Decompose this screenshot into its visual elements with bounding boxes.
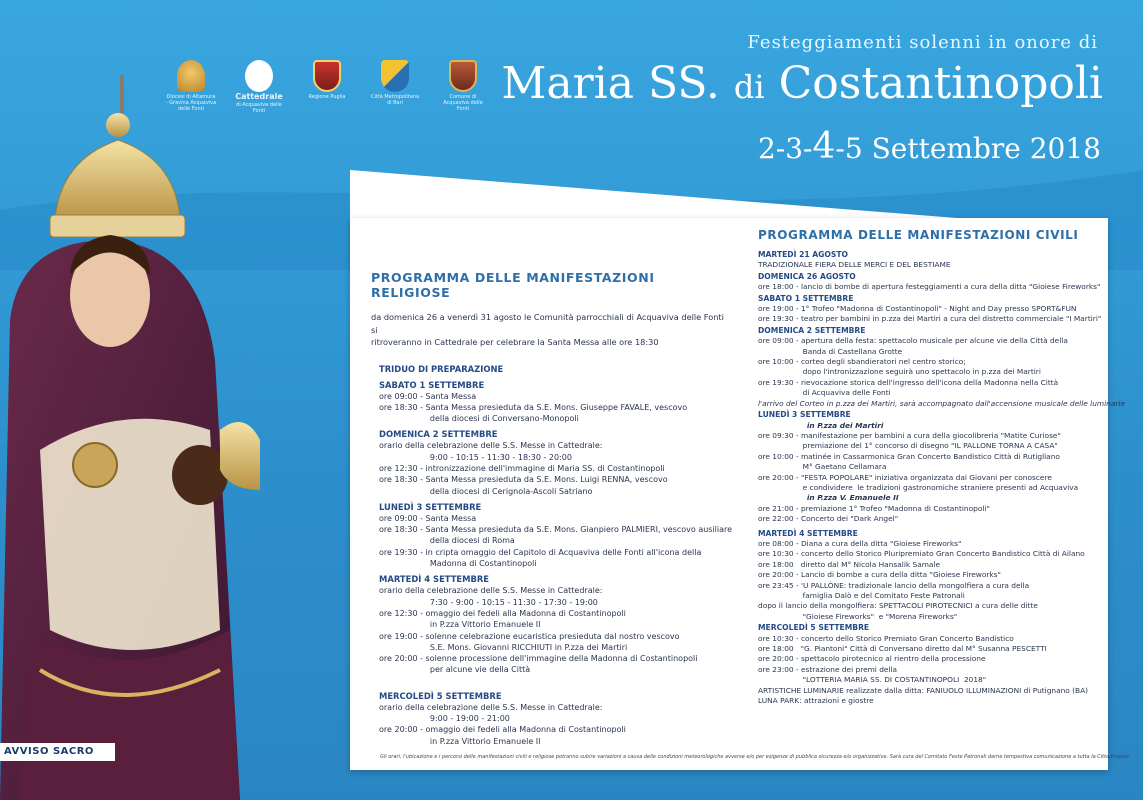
schedule-line: in P.zza dei Martiri [758,420,884,430]
logo-town [437,60,489,112]
day-heading: DOMENICA 26 AGOSTO [758,271,856,281]
logo-caption: Regione Puglia [308,94,346,100]
schedule-line: orario della celebrazione delle S.S. Messe in Cattedrale: [379,586,603,596]
main-title-di: di [733,68,765,106]
footnote: Gli orari, l'ubicazione e i percorsi delle manifestazioni civili e religiose potranno subire variazioni a causa delle condizioni meteorologiche avverse e/o per esigenze di pubblica sicurezza e/o organizzative. Sarà cura del Comitato Feste Patronali darne tempestiva comunicazione a tutta la Cittadinanza. [380,754,1131,760]
schedule-line: ore 18:30 - Santa Messa presieduta da S.E. Mons. Gianpiero PALMIERI, vescovo ausiliare [379,525,733,535]
religious-days [379,379,731,747]
region-shield-icon [313,60,341,92]
logo-caption: Comune di Acquaviva delle Fonti [443,94,483,112]
schedule-line: in P.zza Vittorio Emanuele II [379,736,541,746]
schedule-line: ore 19:30 - teatro per bambini in p.zza dei Martiri a cura del distretto commerciale "I Martiri" [758,314,1102,324]
day-heading: SABATO 1 SETTEMBRE [379,379,485,390]
schedule-line: ore 23:00 - estrazione dei premi della [758,664,898,674]
day-heading: DOMENICA 2 SETTEMBRE [758,325,866,335]
schedule-line: ore 19:30 - in cripta omaggio del Capitolo di Acquaviva delle Fonti all'icona della [379,547,702,557]
schedule-line: per alcune vie della Città [379,665,531,675]
schedule-line: in P.zza Vittorio Emanuele II [379,620,541,630]
dates-prefix: 2-3- [757,132,813,165]
schedule-line: ore 12:30 - omaggio dei fedeli alla Madonna di Costantinopoli [379,608,626,618]
schedule-line: premiazione del 1° concorso di disegno "IL PALLONE TORNA A CASA" [758,441,1058,451]
logo-subcaption: di Acquaviva delle Fonti [236,102,282,114]
schedule-line: ore 18:00 diretto dal M° Nicola Hansalik Samale [758,559,941,569]
schedule-line: ore 09:00 - apertura della festa: spettacolo musicale per alcune vie della Città della [758,336,1068,346]
schedule-line: 9:00 - 10:15 - 11:30 - 18:30 - 20:00 [379,452,572,462]
logo-caption: Diocesi di Altamura - Gravina Acquaviva delle Fonti [165,94,217,112]
schedule-line: ore 09:00 - Santa Messa [379,391,477,401]
schedule-line: ore 19:00 - 1° Trofeo "Madonna di Costantinopoli" - Night and Day presso SPORT&FUN [758,304,1077,314]
logo-metro-city [369,60,421,106]
schedule-line: ore 18:30 - Santa Messa presieduta da S.E. Mons. Luigi RENNA, vescovo [379,475,668,485]
schedule-line: in P.zza V. Emanuele II [758,493,899,503]
schedule-line: 9:00 - 19:00 - 21:00 [379,714,510,724]
schedule-line: dopo l'intronizzazione seguirà uno spettacolo in p.zza dei Martiri [758,367,1041,377]
schedule-line: di Acquaviva delle Fonti [758,388,891,398]
day-heading: MARTEDÌ 4 SETTEMBRE [758,528,858,538]
schedule-line: famiglia Dalò e del Comitato Feste Patronali [758,591,965,600]
day-heading: LUNEDÌ 3 SETTEMBRE [379,501,482,512]
day-heading: LUNEDÌ 3 SETTEMBRE [758,410,851,420]
schedule-line: S.E. Mons. Giovanni RICCHIUTI in P.zza dei Martiri [379,642,628,652]
schedule-line: TRADIZIONALE FIERA DELLE MERCI E DEL BESTIAME [758,260,951,270]
town-crest-icon [449,60,477,92]
schedule-line: Banda di Castellana Grotte [758,346,903,356]
logo-caption: Città Metropolitana di Bari [370,94,420,106]
schedule-line: ore 20:00 - solenne processione dell'immagine della Madonna di Costantinopoli [379,654,698,664]
day-heading: MERCOLEDÌ 5 SETTEMBRE [379,690,502,701]
main-title-part2: Costantinopoli [778,58,1103,109]
religious-program-title: PROGRAMMA DELLE MANIFESTAZIONI RELIGIOSE [371,270,655,300]
intro-line: da domenica 26 a venerdì 31 agosto le Comunità parrocchiali di Acquaviva delle Fonti si [371,312,724,335]
religious-program [371,270,731,747]
schedule-line: LUNA PARK: attrazioni e giostre [758,696,874,706]
schedule-line: della diocesi di Roma [379,536,515,546]
schedule-line: ore 18:30 - Santa Messa presieduta da S.E. Mons. Giuseppe FAVALE, vescovo [379,402,688,412]
day-heading: MARTEDÌ 4 SETTEMBRE [379,574,490,585]
main-title [501,58,1103,109]
schedule-line: ore 20:00 - spettacolo pirotecnico al rientro della processione [758,654,986,664]
schedule-line: ore 18:00 - lancio di bombe di apertura festeggiamenti a cura della ditta "Gioiese Fireworks" [758,282,1101,292]
schedule-line: ore 19:30 - rievocazione storica dell'ingresso dell'icona della Madonna nella Città [758,377,1059,387]
schedule-line: ore 20:00 - "FESTA POPOLARE" iniziativa organizzata dai Giovani per conoscere [758,472,1052,482]
day-heading: SABATO 1 SETTEMBRE [758,293,854,303]
schedule-line: ore 10:00 - corteo degli sbandieratori nel centro storico; [758,357,966,367]
tagline: Festeggiamenti solenni in onore di [747,32,1098,53]
dates-big: 4 [812,126,836,167]
dates-suffix: -5 Settembre 2018 [835,132,1101,165]
avviso-sacro-label: AVVISO SACRO [0,743,115,761]
schedule-line: ARTISTICHE LUMINARIE realizzate dalla ditta: FANIUOLO ILLUMINAZIONI di Putignano (BA) [758,685,1089,695]
civil-days [758,250,1125,706]
schedule-line: della diocesi di Conversano-Monopoli [379,414,579,424]
schedule-line: ore 10:30 - concerto dello Storico Premiato Gran Concerto Bandistico [758,633,1014,643]
schedule-line: ore 08:00 - Diana a cura della ditta "Gioiese Fireworks" [758,538,962,548]
schedule-line: dopo il lancio della mongolfiera: SPETTACOLI PIROTECNICI a cura delle ditte [758,601,1038,611]
schedule-line: "Gioiese Fireworks" e "Morena Fireworks" [758,611,958,621]
metro-city-icon [381,60,409,92]
triduo-heading: TRIDUO DI PREPARAZIONE [379,363,504,374]
day-heading: MERCOLEDÌ 5 SETTEMBRE [758,623,870,633]
civil-program-title: PROGRAMMA DELLE MANIFESTAZIONI CIVILI [758,228,1079,242]
schedule-line: e condividere le tradizioni gastronomiche straniere presenti ad Acquaviva [758,482,1079,492]
civil-program [758,228,1125,706]
schedule-line: ore 23:45 - 'U PALLÒNE: tradizionale lancio della mongolfiera a cura della [758,580,1030,590]
schedule-line: l'arrivo del Corteo in p.zza dei Martiri, sarà accompagnato dall'accensione musicale delle luminarie [758,398,1125,408]
religious-schedule [371,363,731,747]
schedule-line: ore 21:00 - premiazione 1° Trofeo "Madonna di Costantinopoli" [758,503,990,513]
religious-intro [371,311,731,349]
schedule-line: ore 22:00 - Concerto dei "Dark Angel" [758,514,899,524]
madonna-statue-image [0,70,260,800]
schedule-line: ore 20:00 - Lancio di bombe a cura della ditta "Gioiese Fireworks" [758,570,1001,580]
schedule-line: ore 18:00 "G. Piantoni" Città di Conversano diretto dal M° Susanna PESCETTI [758,644,1047,654]
schedule-line: ore 10:30 - concerto dello Storico Pluripremiato Gran Concerto Bandistico Città di Ailano [758,549,1085,559]
schedule-line: "LOTTERIA MARIA SS. DI COSTANTINOPOLI 2018" [758,675,987,685]
schedule-line: 7:30 - 9:00 - 10:15 - 11:30 - 17:30 - 19:00 [379,597,598,607]
schedule-line: della diocesi di Cerignola-Ascoli Satriano [379,486,593,496]
schedule-line: ore 20:00 - omaggio dei fedeli alla Madonna di Costantinopoli [379,725,626,735]
schedule-line: orario della celebrazione delle S.S. Messe in Cattedrale: [379,702,603,712]
day-heading: DOMENICA 2 SETTEMBRE [379,429,498,440]
schedule-line: ore 12:30 - intronizzazione dell'immagine di Maria SS. di Costantinopoli [379,463,665,473]
day-heading: MARTEDÌ 21 AGOSTO [758,250,848,259]
logo-region [301,60,353,100]
schedule-line: ore 19:00 - solenne celebrazione eucaristica presieduta dal nostro vescovo [379,631,680,641]
schedule-line: M° Gaetano Cellamara [758,462,887,472]
schedule-line: ore 10:00 - matinée in Cassarmonica Gran Concerto Bandistico Città di Rutigliano [758,451,1060,461]
schedule-line: ore 09:00 - Santa Messa [379,513,477,523]
logo-caption: Cattedrale [235,92,283,101]
schedule-line: ore 09:30 - manifestazione per bambini a cura della giocolibreria "Matite Curiose" [758,430,1061,440]
schedule-line: orario della celebrazione delle S.S. Messe in Cattedrale: [379,441,603,451]
main-title-part1: Maria SS. [501,58,720,109]
intro-line: ritroveranno in Cattedrale per celebrare la Santa Messa alle ore 18:30 [371,337,659,347]
schedule-line: Madonna di Costantinopoli [379,559,537,569]
